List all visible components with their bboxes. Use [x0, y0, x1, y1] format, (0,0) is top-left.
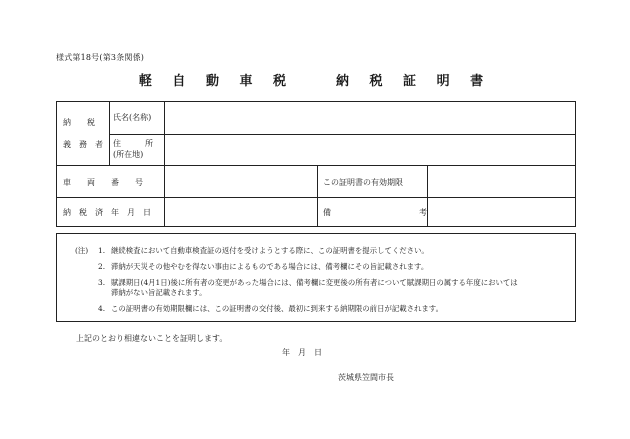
notes-box — [56, 233, 576, 322]
note-text: 賦課期日(4月1日)後に所有者の変更があった場合には、備考欄に変更後の所有者について賦課期日の属する年度においては — [111, 278, 518, 287]
document-title: 軽 自 動 車 税 納 税 証 明 書 — [138, 74, 492, 89]
taxpayer-label-line2: 義 務 者 — [63, 140, 103, 149]
certificate-table — [56, 101, 576, 227]
validity-field[interactable] — [430, 168, 572, 194]
notes-prefix: (注) — [75, 246, 89, 255]
remarks-field[interactable] — [430, 200, 572, 224]
name-label: 氏名(名称) — [113, 113, 152, 122]
row-divider — [57, 165, 575, 166]
note-number: 1. — [98, 246, 106, 255]
note-number: 2. — [98, 262, 106, 271]
validity-label: この証明書の有効期限 — [323, 178, 403, 187]
note-number: 4. — [98, 304, 106, 313]
note-number: 3. — [98, 278, 106, 287]
remarks-label-right: 考 — [419, 208, 427, 217]
column-divider — [427, 165, 428, 226]
form-number: 様式第18号(第3条関係) — [56, 53, 145, 62]
column-divider — [317, 165, 318, 226]
issue-date: 年 月 日 — [282, 348, 322, 357]
name-value-field[interactable] — [167, 105, 572, 131]
row-divider — [57, 197, 575, 198]
address-value-field[interactable] — [167, 137, 572, 163]
issuer-name: 茨城県笠間市長 — [338, 373, 394, 382]
certification-statement: 上記のとおり相違ないことを証明します。 — [76, 334, 228, 343]
address-label-line1: 住 所 — [113, 139, 153, 148]
plate-number-field[interactable] — [167, 168, 314, 194]
note-text: この証明書の有効期限欄には、この証明書の交付後、最初に到来する納期限の前日が記載されます。 — [111, 304, 443, 313]
note-text-continued: 滞納がない旨記載されます。 — [111, 288, 207, 297]
column-divider — [109, 102, 110, 165]
column-divider — [164, 102, 165, 226]
plate-number-label: 車 両 番 号 — [63, 178, 143, 187]
address-label-line2: (所在地) — [113, 150, 144, 159]
taxpayer-label-line1: 納 税 — [63, 118, 95, 127]
payment-date-label: 納 税 済 年 月 日 — [63, 208, 151, 217]
row-divider — [109, 134, 575, 135]
note-text: 継続検査において自動車検査証の返付を受けようとする際に、この証明書を提示してください。 — [111, 246, 429, 255]
payment-date-field[interactable] — [167, 200, 314, 224]
note-text: 滞納が天災その他やむを得ない事由によるものである場合には、備考欄にその旨記載されます。 — [111, 262, 429, 271]
remarks-label-left: 備 — [323, 208, 331, 217]
